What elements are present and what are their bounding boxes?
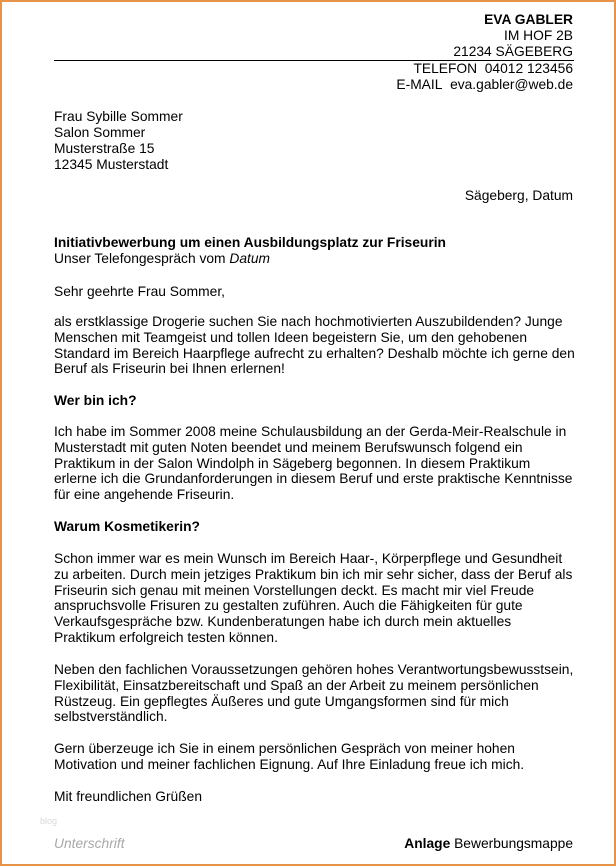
recipient-city: 12345 Musterstadt	[54, 157, 169, 172]
place-date: Sägeberg, Datum	[464, 188, 573, 203]
section-why-paragraph-2	[54, 662, 580, 725]
section-who-paragraph	[54, 424, 580, 503]
paragraph-line: Verkaufsgespräche bzw. Kundenberatungen habe ich durch mein aktuelles	[54, 614, 512, 630]
email-address: eva.gabler@web.de	[450, 77, 573, 92]
paragraph-line: Schon immer war es mein Wunsch im Bereich Haar-, Körperpflege und Gesundheit	[54, 551, 563, 566]
section-why-paragraph-1	[54, 551, 580, 646]
paragraph-line: Friseurin sich genau mit meinen Vorstellungen deckt. Es macht mir viel Freude	[54, 582, 535, 598]
recipient-company: Salon Sommer	[54, 125, 146, 140]
paragraph-line: selbstverständlich.	[54, 709, 168, 725]
subject-title: Initiativbewerbung um einen Ausbildungsplatz zur Friseurin	[54, 235, 446, 250]
paragraph-line: für eine angehende Friseurin.	[54, 487, 235, 503]
section-heading-who: Wer bin ich?	[54, 393, 137, 408]
signature-placeholder: Unterschrift	[54, 836, 125, 851]
paragraph-line: Flexibilität, Einsatzbereitschaft und Spaß an der Arbeit zu meinem persönlichen	[54, 677, 539, 693]
recipient-street: Musterstraße 15	[54, 141, 155, 156]
phone-number: 04012 123456	[484, 61, 573, 76]
paragraph-line: Praktikum erfolgreich testen können.	[54, 629, 278, 645]
paragraph-line: Ich habe im Sommer 2008 meine Schulausbildung an der Gerda-Meir-Realschule in	[54, 424, 567, 439]
paragraph-line: zu arbeiten. Durch mein jetziges Praktikum bin ich mir sehr sicher, dass der Beruf als	[54, 566, 573, 582]
intro-paragraph	[54, 314, 580, 377]
paragraph-line: Menschen mit Teamgeist und tollen Ideen begeistern Sie, um den gehobenen	[54, 329, 527, 345]
salutation: Sehr geehrte Frau Sommer,	[54, 284, 226, 299]
paragraph-line: Beruf als Friseurin bei Ihnen erlernen!	[54, 361, 285, 377]
paragraph-line: Rüstzeug. Ein gepflegtes Äußeres und gute Umgangsformen sind für mich	[54, 693, 509, 709]
paragraph-line: erlerne ich die Grundanforderungen in diesem Beruf und erste praktische Kenntnisse	[54, 471, 573, 487]
paragraph-line: Motivation und meiner fachlichen Eignung. Auf Ihre Einladung freue ich mich.	[54, 756, 525, 772]
attachment-label: Anlage	[404, 836, 451, 851]
regards: Mit freundlichen Grüßen	[54, 789, 202, 804]
attachment-value: Bewerbungsmappe	[454, 836, 573, 851]
sender-name: EVA GABLER	[484, 12, 573, 27]
paragraph-line: Praktikum in der Salon Windolph in Sägeberg begonnen. In diesem Praktikum	[54, 455, 531, 471]
email-label: E-MAIL	[396, 77, 443, 92]
subject-reference	[54, 251, 270, 267]
paragraph-line: Neben den fachlichen Voraussetzungen gehören hohes Verantwortungsbewusstsein,	[54, 662, 574, 677]
reference-date: Datum	[229, 251, 271, 266]
watermark: blog	[40, 816, 58, 826]
sender-street: IM HOF 2B	[504, 28, 573, 43]
closing-paragraph	[54, 741, 580, 773]
section-heading-why: Warum Kosmetikerin?	[54, 519, 200, 534]
phone-label: TELEFON	[413, 61, 478, 76]
reference-prefix: Unser Telefongespräch vom	[54, 251, 226, 266]
attachment	[404, 836, 573, 852]
recipient-name: Frau Sybille Sommer	[54, 109, 183, 124]
sender-phone	[413, 61, 573, 77]
paragraph-line: anspruchsvolle Frisuren zu gestalten zuführen. Auch die Fähigkeiten für gute	[54, 598, 523, 614]
paragraph-line: Musterstadt mit guten Noten beendet und meinem Berufswunsch folgend ein	[54, 439, 523, 455]
sender-email	[396, 77, 573, 93]
sender-city: 21234 SÄGEBERG	[453, 44, 573, 59]
paragraph-line: Gern überzeuge ich Sie in einem persönlichen Gespräch von meiner hohen	[54, 741, 515, 756]
paragraph-line: Standard im Bereich Haarpflege aufrecht zu erhalten? Deshalb möchte ich gerne den	[54, 345, 575, 361]
paragraph-line: als erstklassige Drogerie suchen Sie nach hochmotivierten Auszubildenden? Junge	[54, 314, 563, 329]
